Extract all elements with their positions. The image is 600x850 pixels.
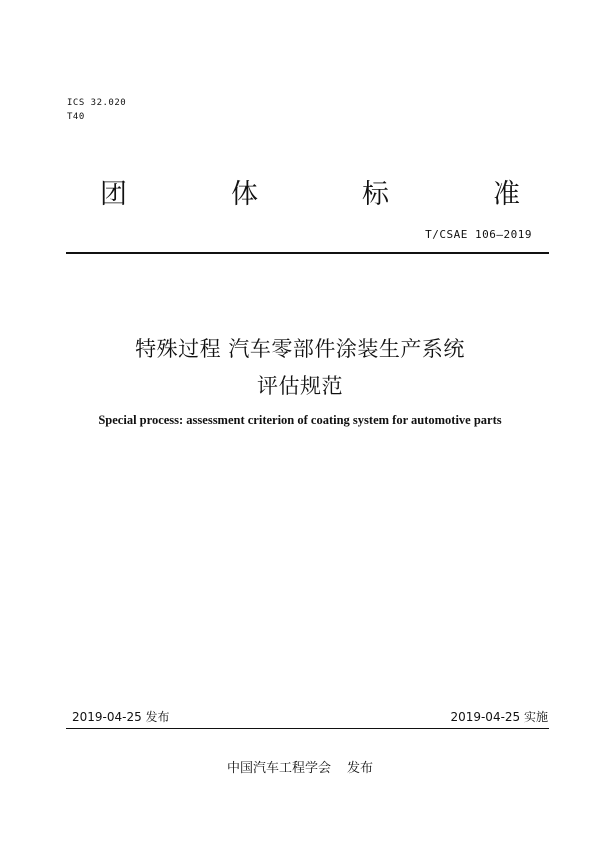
standard-type-char-3: 标 — [362, 179, 389, 210]
issuer-line — [0, 757, 600, 776]
english-title: Special process: assessment criterion of coating system for automotive parts — [98, 413, 502, 427]
standard-number: T/CSAE 106—2019 — [425, 228, 532, 241]
implementation-date: 2019-04-25 实施 — [450, 710, 548, 724]
issue-date: 2019-04-25 发布 — [72, 710, 170, 724]
bottom-divider — [66, 728, 549, 729]
top-divider — [66, 252, 549, 254]
standard-type-title — [100, 172, 520, 211]
ics-code: ICS 32.020 — [67, 98, 127, 108]
ccs-code: T40 — [67, 112, 85, 122]
chinese-title-line-2: 评估规范 — [257, 374, 343, 398]
standard-type-char-1: 团 — [100, 179, 127, 210]
issuer-name: 中国汽车工程学会 — [226, 761, 331, 776]
chinese-title-line-1: 特殊过程 汽车零部件涂装生产系统 — [135, 337, 465, 361]
issuer-action: 发布 — [347, 761, 374, 776]
standard-type-char-4: 准 — [493, 179, 520, 210]
standard-type-char-2: 体 — [231, 179, 258, 210]
